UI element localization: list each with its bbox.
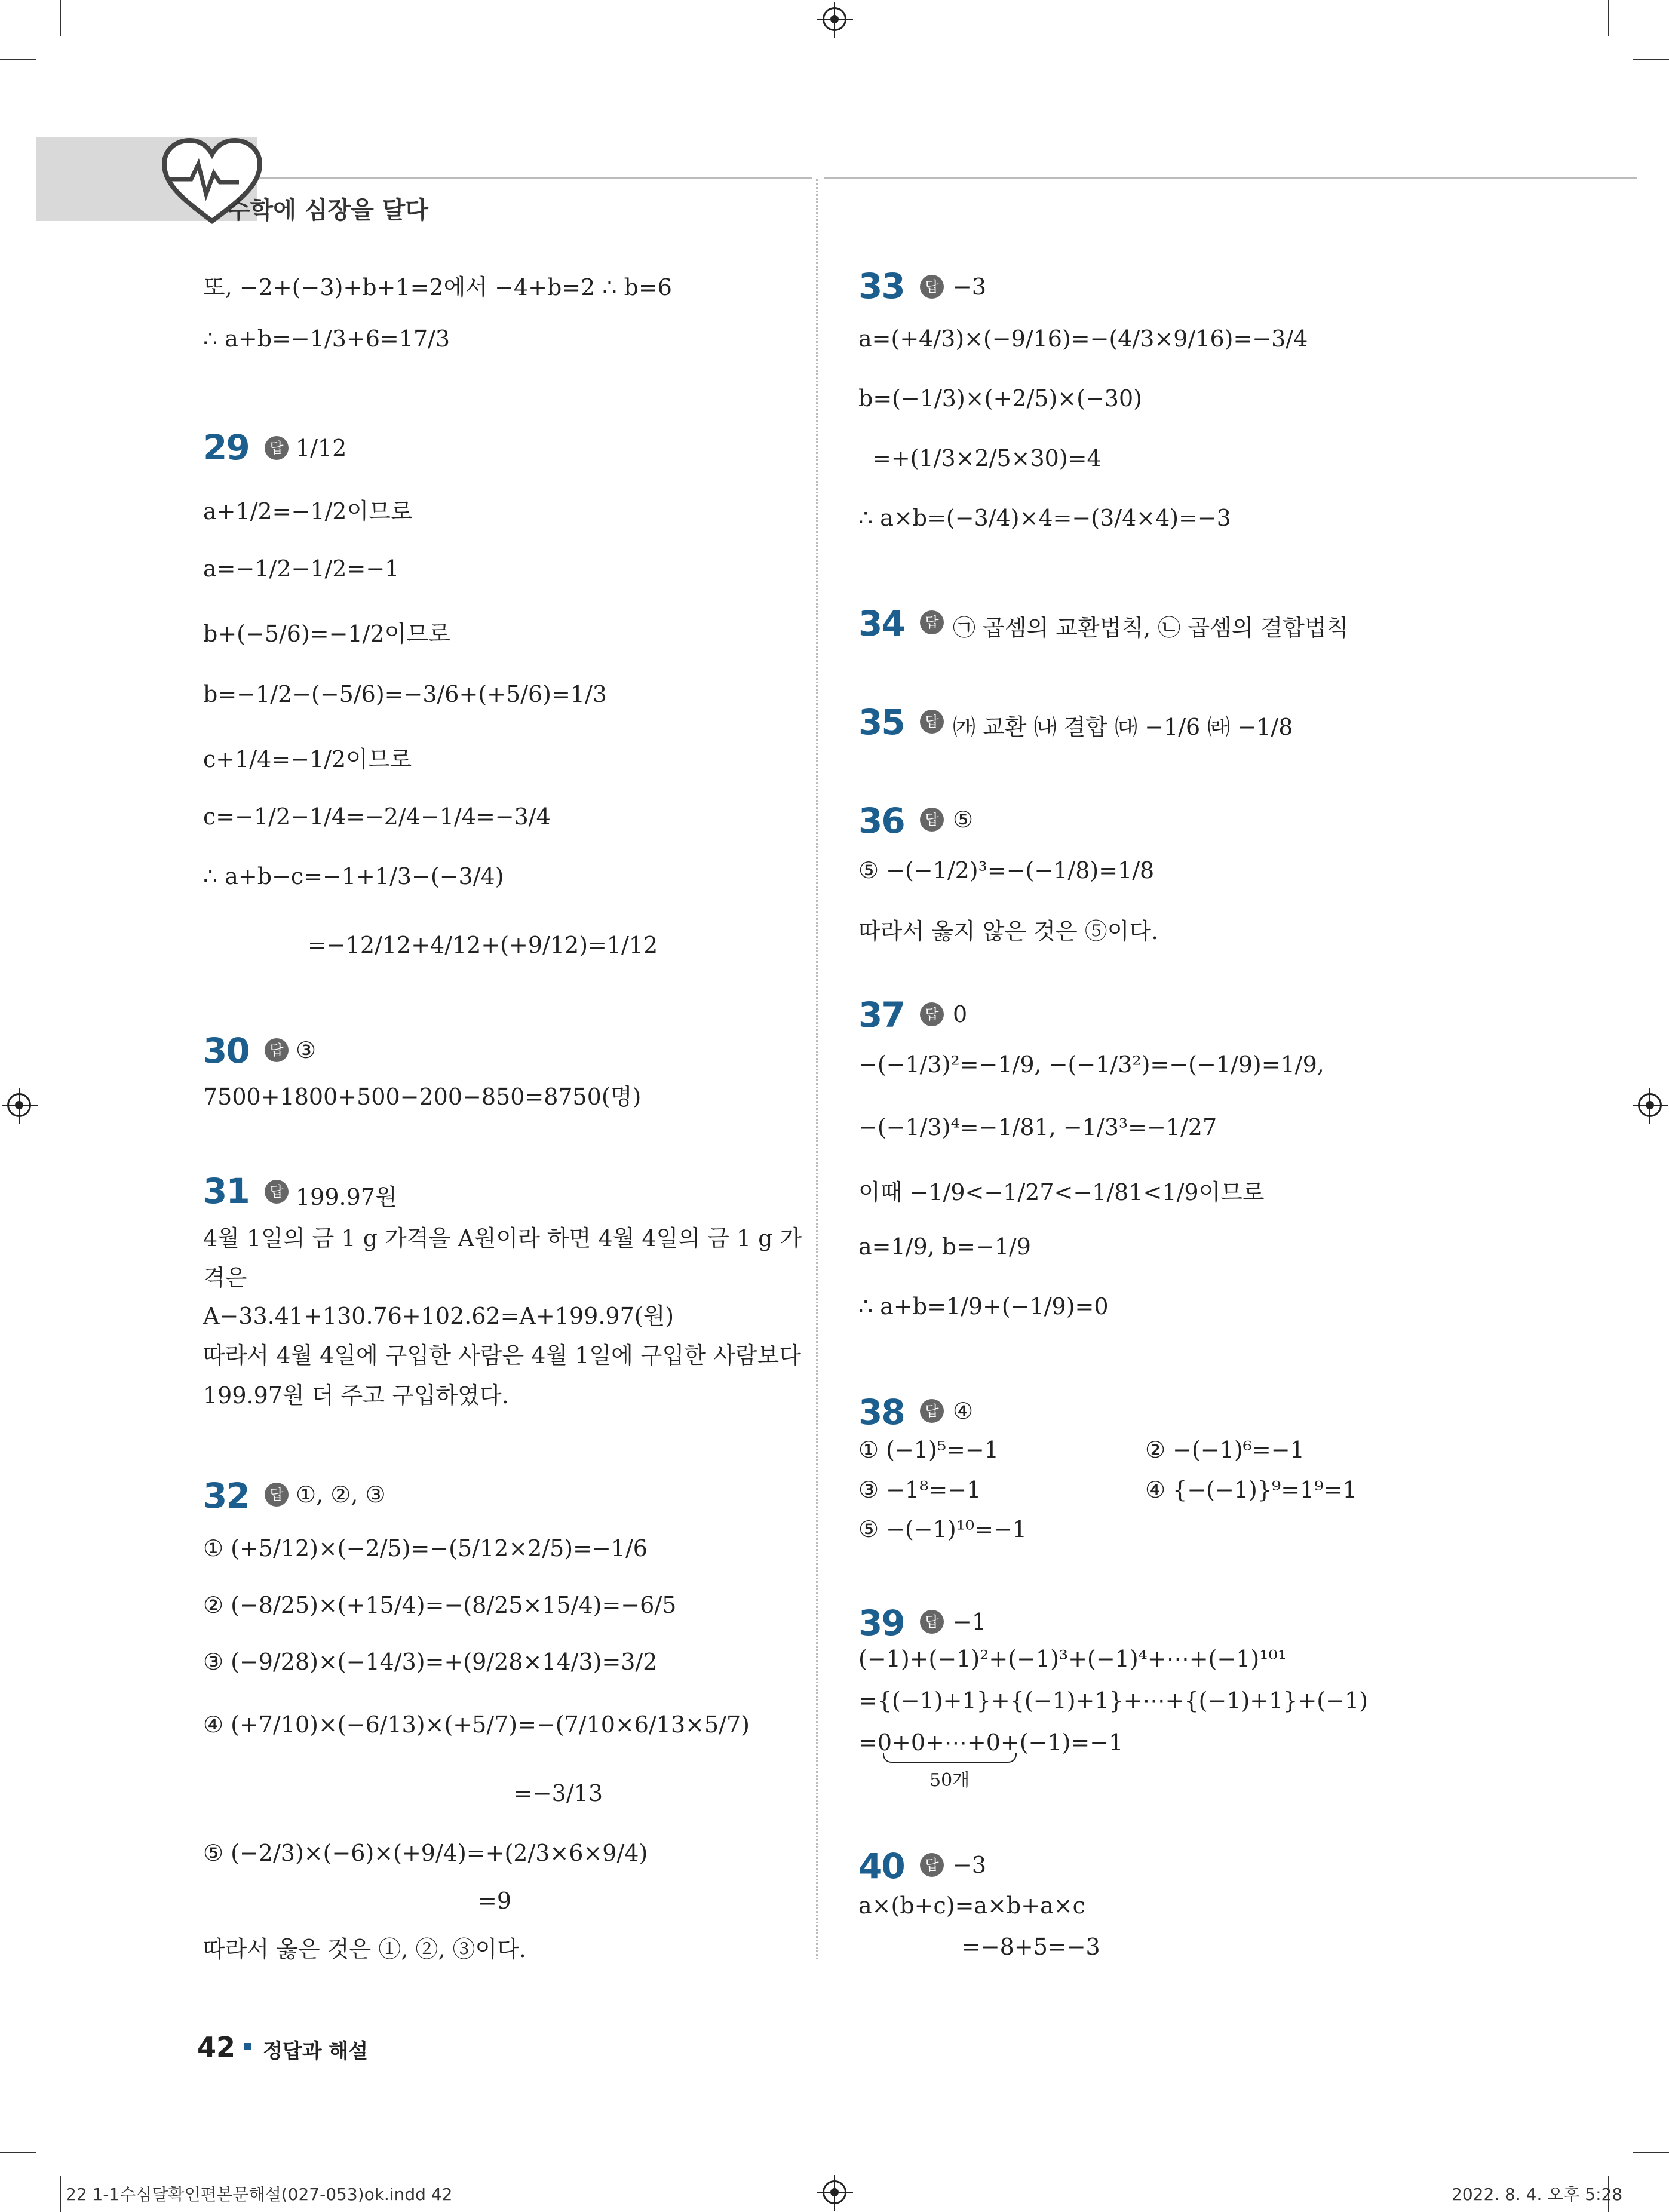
solution-line: ={(−1)+1}+{(−1)+1}+⋯+{(−1)+1}+(−1) — [858, 1688, 1368, 1714]
crop-mark — [1633, 59, 1669, 60]
answer-value: −3 — [953, 274, 987, 300]
answer-mark-icon: 답 — [920, 808, 944, 832]
brand-title: 수학에 심장을 달다 — [227, 197, 428, 224]
underbrace — [883, 1753, 1017, 1763]
solution-line: 4월 1일의 금 1 g 가격을 A원이라 하면 4월 4일의 금 1 g 가 — [203, 1225, 802, 1251]
answer-mark-icon: 답 — [265, 1180, 289, 1204]
footer-bullet — [244, 2043, 251, 2050]
solution-line: ∴ a+b=1/9+(−1/9)=0 — [858, 1293, 1109, 1320]
header-rule — [824, 177, 1637, 179]
solution-line: b=−1/2−(−5/6)=−3/6+(+5/6)=1/3 — [203, 681, 607, 707]
answer-value: ③ — [296, 1037, 317, 1063]
answer-mark-icon: 답 — [920, 1853, 944, 1877]
answer-mark-icon: 답 — [265, 436, 289, 460]
answer-mark-icon: 답 — [920, 610, 944, 634]
solution-line: 7500+1800+500−200−850=8750(명) — [203, 1084, 642, 1110]
solution-line: =+(1/3×2/5×30)=4 — [872, 445, 1102, 471]
registration-mark-icon — [823, 2180, 846, 2204]
answer-value: 0 — [953, 1001, 968, 1027]
choice-item: ⑤ −(−1)¹⁰=−1 — [858, 1516, 1027, 1542]
answer-value: 1/12 — [296, 435, 347, 461]
question-number: 35 — [858, 702, 904, 743]
question-number: 40 — [858, 1846, 904, 1886]
solution-line: =−8+5=−3 — [962, 1934, 1100, 1960]
choice-item: ① (−1)⁵=−1 — [858, 1437, 999, 1463]
answer-value: −3 — [953, 1852, 987, 1878]
header-rule — [257, 177, 812, 179]
column-divider — [816, 179, 818, 1959]
question-number: 30 — [203, 1030, 249, 1071]
registration-mark-icon — [1638, 1093, 1662, 1117]
registration-mark-icon — [823, 7, 846, 31]
solution-line: ⑤ (−2/3)×(−6)×(+9/4)=+(2/3×6×9/4) — [203, 1840, 648, 1866]
solution-line: 이때 −1/9<−1/27<−1/81<1/9이므로 — [858, 1179, 1265, 1205]
solution-line: ④ (+7/10)×(−6/13)×(+5/7)=−(7/10×6/13×5/7) — [203, 1711, 750, 1738]
solution-line: a=−1/2−1/2=−1 — [203, 556, 400, 582]
answer-mark-icon: 답 — [920, 275, 944, 299]
solution-line: 격은 — [203, 1265, 247, 1291]
solution-line: b+(−5/6)=−1/2이므로 — [203, 621, 450, 647]
solution-line: 따라서 옳지 않은 것은 ⑤이다. — [858, 918, 1159, 944]
answer-mark-icon: 답 — [920, 1399, 944, 1423]
solution-line: =9 — [478, 1888, 512, 1914]
solution-line: ⑤ −(−1/2)³=−(−1/8)=1/8 — [858, 857, 1155, 883]
question-number: 38 — [858, 1392, 904, 1432]
solution-line: =0+0+⋯+0+(−1)=−1 — [858, 1729, 1124, 1756]
choice-item: ② −(−1)⁶=−1 — [1145, 1437, 1305, 1463]
solution-line: =−3/13 — [514, 1780, 603, 1806]
solution-line: ② (−8/25)×(+15/4)=−(8/25×15/4)=−6/5 — [203, 1592, 677, 1618]
solution-line: c+1/4=−1/2이므로 — [203, 746, 412, 772]
solution-line: (−1)+(−1)²+(−1)³+(−1)⁴+⋯+(−1)¹⁰¹ — [858, 1646, 1287, 1672]
registration-mark-icon — [7, 1093, 31, 1117]
solution-line: a=(+4/3)×(−9/16)=−(4/3×9/16)=−3/4 — [858, 326, 1308, 352]
crop-mark — [1608, 0, 1609, 36]
page-number: 42 — [197, 2031, 236, 2063]
underbrace-label: 50개 — [929, 1770, 970, 1791]
solution-line: −(−1/3)²=−1/9, −(−1/3²)=−(−1/9)=1/9, — [858, 1051, 1324, 1078]
answer-mark-icon: 답 — [920, 1002, 944, 1026]
solution-line: ③ (−9/28)×(−14/3)=+(9/28×14/3)=3/2 — [203, 1649, 658, 1675]
crop-mark — [1633, 2152, 1669, 2153]
solution-line: ∴ a×b=(−3/4)×4=−(3/4×4)=−3 — [858, 505, 1231, 531]
question-number: 37 — [858, 995, 904, 1035]
intro-line: ∴ a+b=−1/3+6=17/3 — [203, 326, 450, 352]
answer-mark-icon: 답 — [265, 1038, 289, 1062]
solution-line: ∴ a+b−c=−1+1/3−(−3/4) — [203, 863, 504, 889]
question-number: 36 — [858, 800, 904, 841]
solution-line: c=−1/2−1/4=−2/4−1/4=−3/4 — [203, 803, 551, 830]
solution-line: a×(b+c)=a×b+a×c — [858, 1892, 1085, 1919]
answer-value: −1 — [953, 1609, 987, 1635]
question-number: 29 — [203, 427, 249, 468]
solution-line: ① (+5/12)×(−2/5)=−(5/12×2/5)=−1/6 — [203, 1535, 648, 1561]
solution-line: A−33.41+130.76+102.62=A+199.97(원) — [203, 1303, 674, 1329]
crop-mark — [60, 0, 61, 36]
question-number: 31 — [203, 1171, 249, 1211]
answer-value: ㉠ 곱셈의 교환법칙, ㉡ 곱셈의 결합법칙 — [953, 615, 1349, 641]
crop-mark — [0, 59, 36, 60]
answer-value: ④ — [953, 1398, 974, 1424]
answer-mark-icon: 답 — [265, 1483, 289, 1507]
intro-line: 또, −2+(−3)+b+1=2에서 −4+b=2 ∴ b=6 — [203, 274, 672, 300]
solution-line: =−12/12+4/12+(+9/12)=1/12 — [308, 932, 658, 958]
print-slug-right: 2022. 8. 4. 오후 5:28 — [1452, 2185, 1623, 2204]
answer-value: ㈎ 교환 ㈏ 결합 ㈐ −1/6 ㈑ −1/8 — [953, 714, 1293, 740]
print-slug-left: 22 1-1수심달확인편본문해설(027-053)ok.indd 42 — [66, 2185, 453, 2204]
choice-item: ④ {−(−1)}⁹=1⁹=1 — [1145, 1477, 1357, 1503]
solution-line: b=(−1/3)×(+2/5)×(−30) — [858, 385, 1142, 412]
crop-mark — [60, 2176, 61, 2212]
question-number: 32 — [203, 1475, 249, 1516]
answer-mark-icon: 답 — [920, 710, 944, 734]
footer-label: 정답과 해설 — [263, 2039, 369, 2063]
answer-mark-icon: 답 — [920, 1610, 944, 1634]
solution-line: 따라서 옳은 것은 ①, ②, ③이다. — [203, 1936, 527, 1962]
question-number: 34 — [858, 603, 904, 644]
question-number: 33 — [858, 266, 904, 306]
answer-value: ⑤ — [953, 806, 974, 833]
solution-line: −(−1/3)⁴=−1/81, −1/3³=−1/27 — [858, 1114, 1217, 1140]
solution-line: a=1/9, b=−1/9 — [858, 1234, 1031, 1260]
question-number: 39 — [858, 1603, 904, 1643]
answer-value: 199.97원 — [296, 1184, 397, 1210]
answer-value: ①, ②, ③ — [296, 1481, 386, 1508]
solution-line: 199.97원 더 주고 구입하였다. — [203, 1382, 509, 1409]
choice-item: ③ −1⁸=−1 — [858, 1477, 981, 1503]
solution-line: a+1/2=−1/2이므로 — [203, 498, 413, 524]
crop-mark — [0, 2152, 36, 2153]
solution-line: 따라서 4월 4일에 구입한 사람은 4월 1일에 구입한 사람보다 — [203, 1342, 801, 1369]
